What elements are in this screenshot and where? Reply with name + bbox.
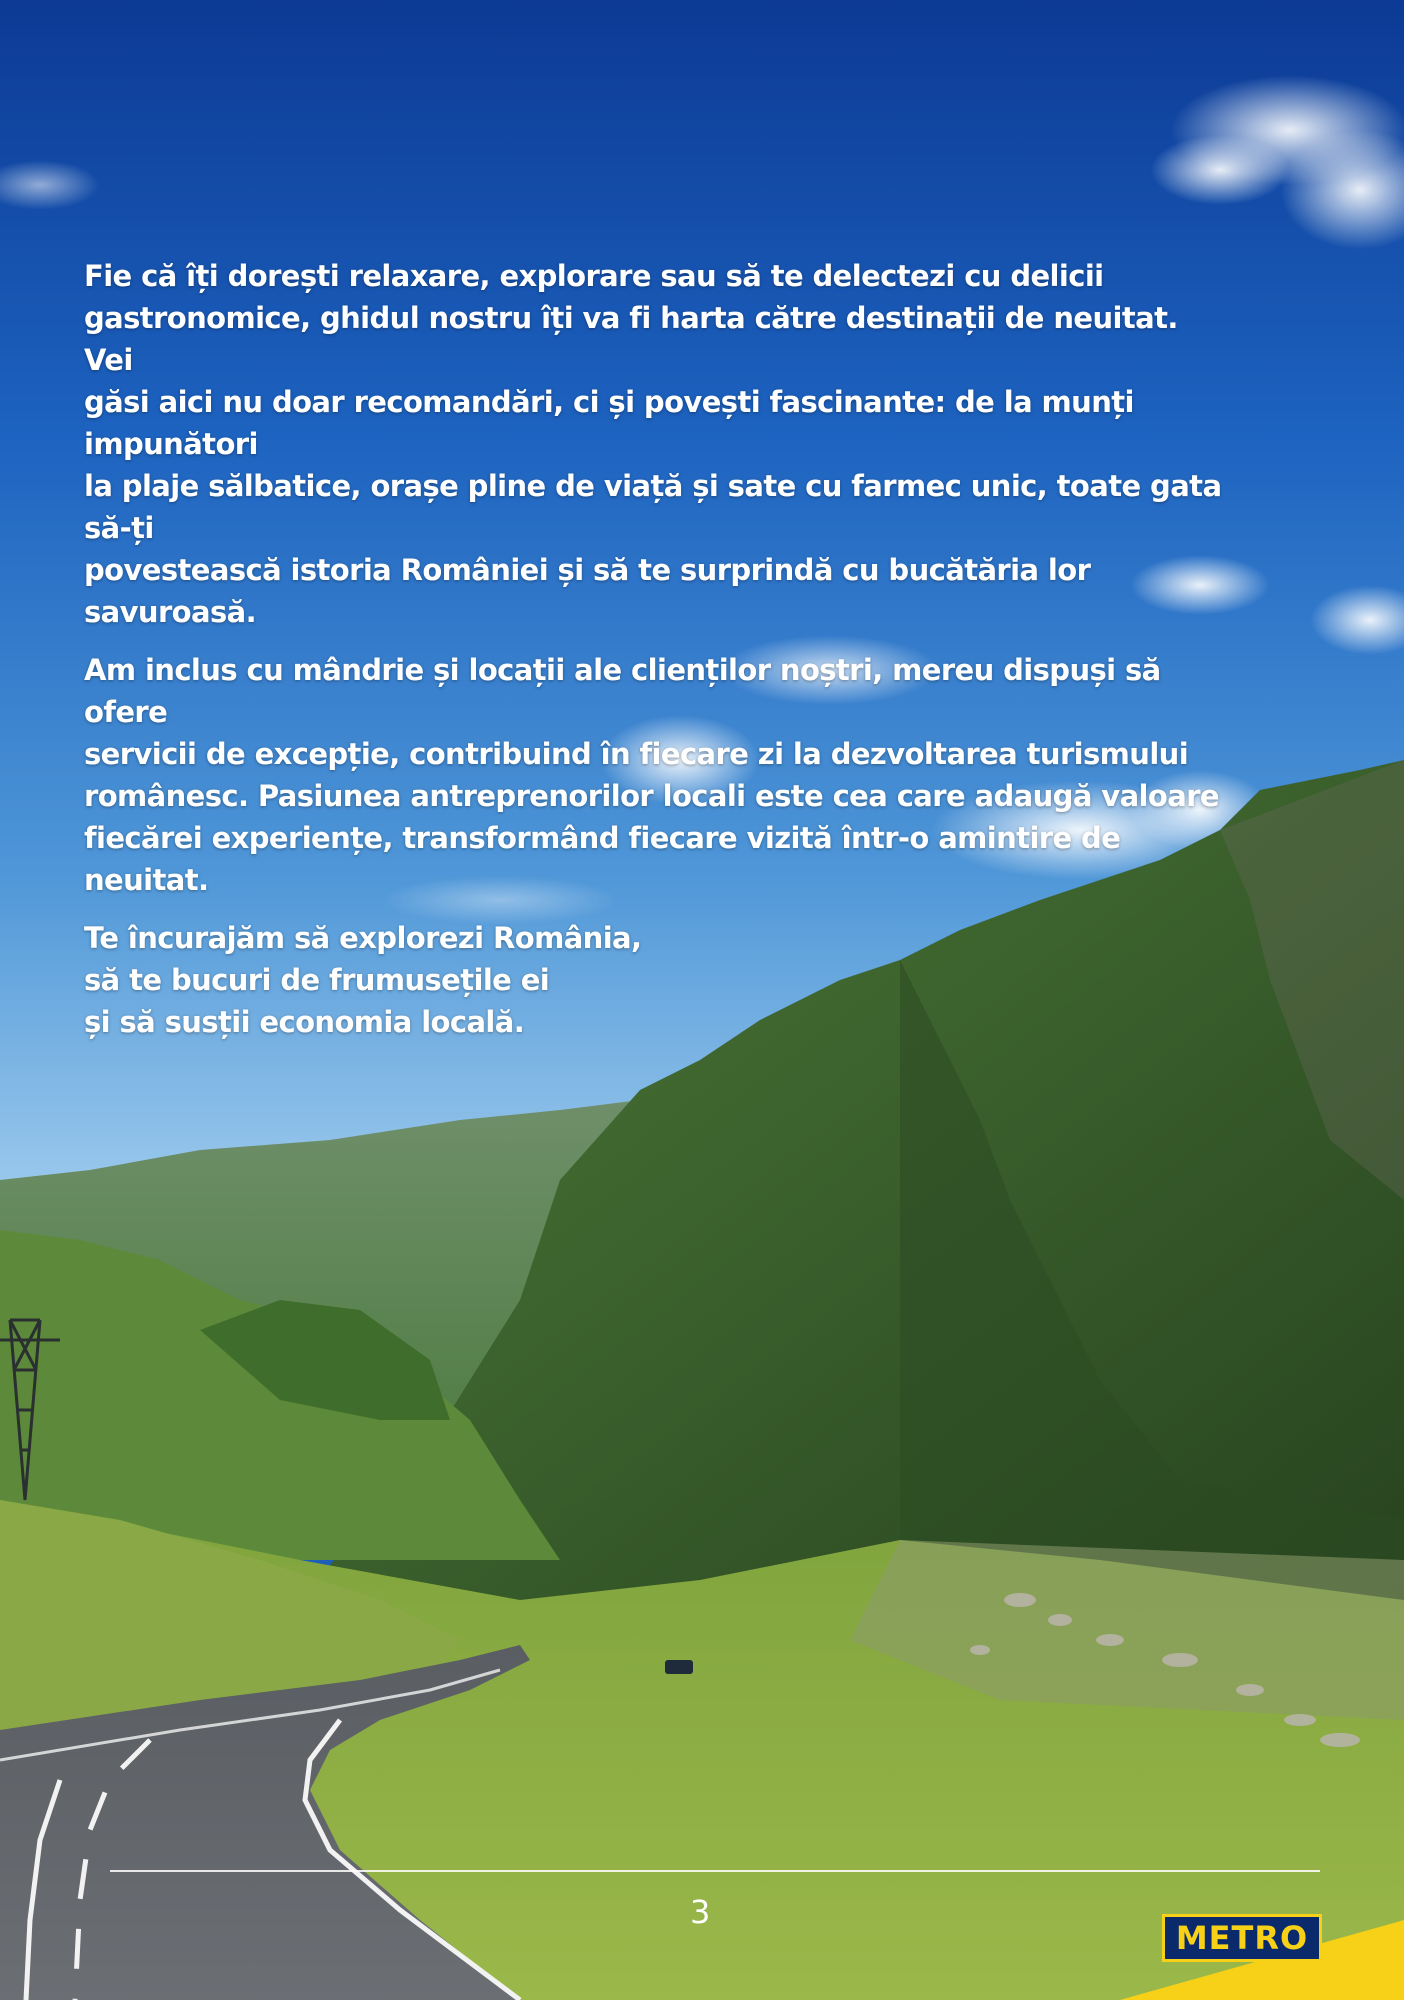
intro-paragraph-2: Am inclus cu mândrie și locații ale clienților noștri, mereu dispuși să ofere servicii de excepție, contribuind în fiecare zi la dezvoltarea turismului românesc. Pasiunea antreprenorilor locali este cea care adaugă valoare fiecărei experiențe, transformând fiecare vizită într-o amintire de neuitat. [84, 653, 1219, 897]
intro-paragraph-1: Fie că îți dorești relaxare, explorare sau să te delectezi cu delicii gastronomice, ghidul nostru îți va fi harta către destinații de neuitat. Vei găsi aici nu doar recomandări, ci și povești fascinante: de la munți impunători la plaje sălbatice, orașe pline de viață și sate cu farmec unic, toate gata să-ți povestească istoria României și să te surprindă cu bucătăria lor savuroasă. [84, 259, 1222, 629]
intro-paragraph-3: Te încurajăm să explorezi România, să te bucuri de frumusețile ei și să susții economia locală. [84, 921, 642, 1039]
logo-text: METRO [1175, 1919, 1309, 1957]
metro-logo [1162, 1914, 1322, 1962]
intro-text [84, 255, 1234, 1059]
footer-divider [110, 1870, 1320, 1872]
page-number: 3 [690, 1893, 711, 1931]
